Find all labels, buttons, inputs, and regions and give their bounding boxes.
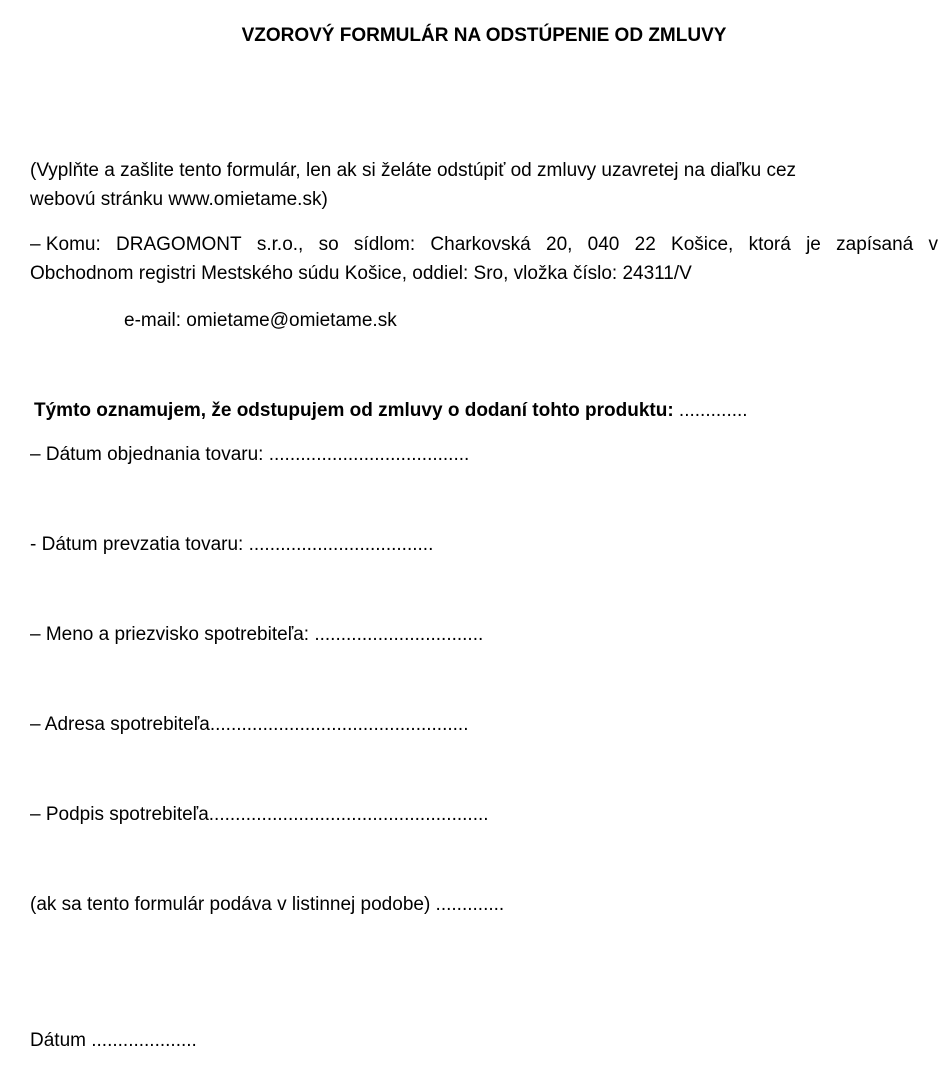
consumer-name-field: – Meno a priezvisko spotrebiteľa: ................................ (30, 624, 484, 645)
intro-text-line-2: webovú stránku www.omietame.sk) (30, 189, 328, 210)
recipient-word: Košice, (671, 234, 734, 255)
withdrawal-notice-text: Týmto oznamujem, že odstupujem od zmluvy o dodaní tohto produktu: (34, 400, 674, 421)
recipient-line-1 (30, 235, 938, 254)
recipient-word: zapísaná (836, 234, 914, 255)
document-title: VZOROVÝ FORMULÁR NA ODSTÚPENIE OD ZMLUVY (241, 25, 727, 46)
recipient-word: Charkovská (430, 234, 531, 255)
recipient-word: s.r.o., (256, 234, 304, 255)
recipient-word: 20, (546, 234, 573, 255)
receipt-date-field: - Dátum prevzatia tovaru: ................................... (30, 534, 434, 555)
paper-form-note: (ak sa tento formulár podáva v listinnej podobe) ............. (30, 894, 505, 915)
recipient-word: je (806, 234, 821, 255)
withdrawal-notice (34, 401, 748, 420)
withdrawal-notice-dots: ............. (673, 400, 748, 421)
recipient-line-2: Obchodnom registri Mestského súdu Košice, oddiel: Sro, vložka číslo: 24311/V (30, 263, 692, 284)
consumer-address-field: – Adresa spotrebiteľa................................................. (30, 714, 469, 735)
recipient-word: DRAGOMONT (116, 234, 242, 255)
recipient-word: ktorá (748, 234, 791, 255)
recipient-word: 22 (634, 234, 656, 255)
intro-text-line-1: (Vyplňte a zašlite tento formulár, len ak si želáte odstúpiť od zmluvy uzavretej na diaľku cez (30, 160, 797, 181)
email-line: e-mail: omietame@omietame.sk (124, 310, 397, 331)
recipient-word: 040 (587, 234, 620, 255)
order-date-field: – Dátum objednania tovaru: ...................................... (30, 444, 470, 465)
date-field: Dátum .................... (30, 1030, 197, 1051)
recipient-word: so (318, 234, 339, 255)
consumer-signature-field: – Podpis spotrebiteľa..................................................... (30, 804, 489, 825)
recipient-word: sídlom: (353, 234, 416, 255)
recipient-word: v (928, 234, 938, 255)
recipient-word: – Komu: (30, 234, 101, 255)
